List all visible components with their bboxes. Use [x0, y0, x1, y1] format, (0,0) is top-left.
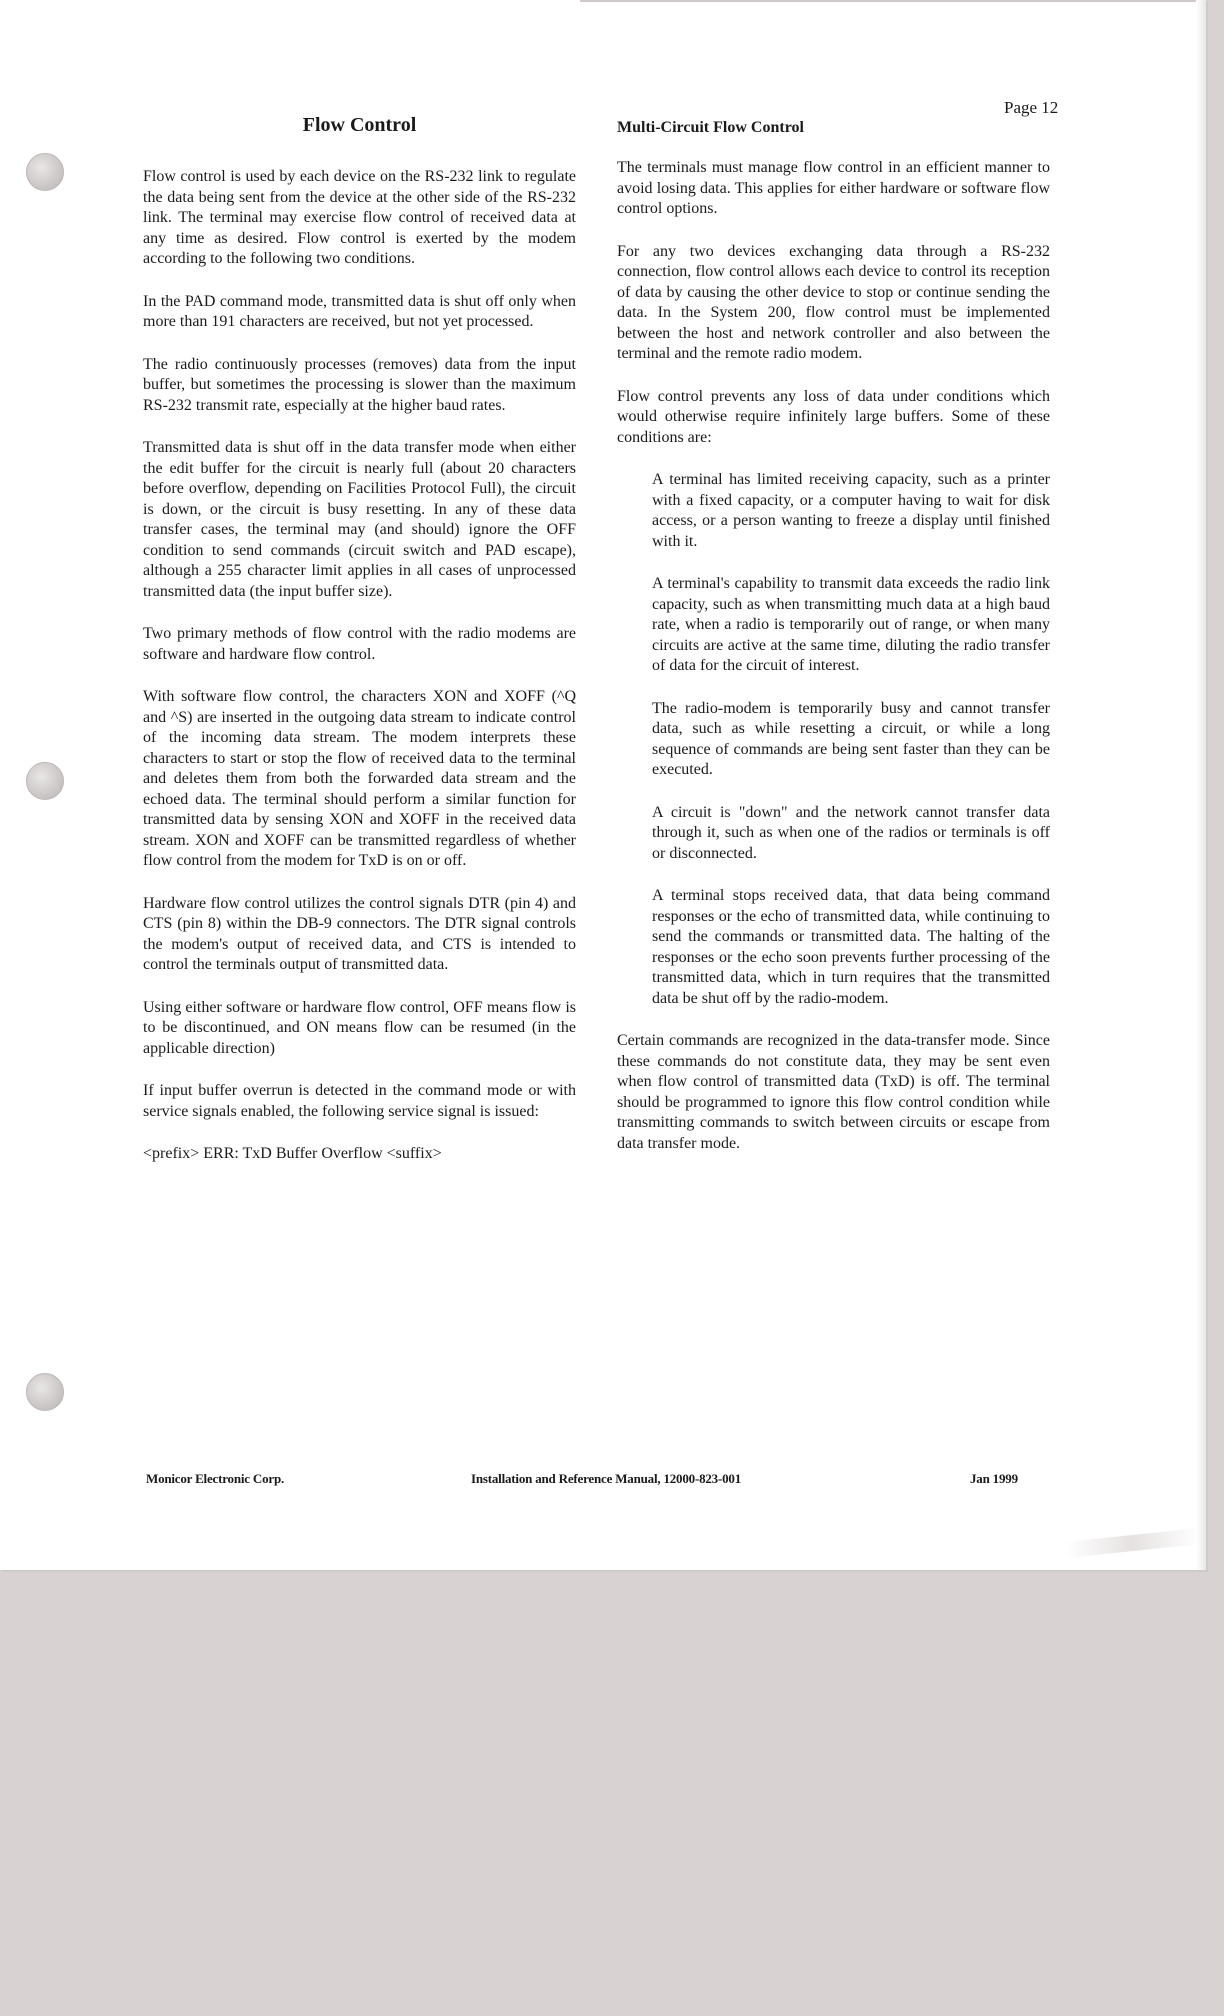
footer-manual: Installation and Reference Manual, 12000-823-001	[471, 1471, 742, 1486]
scan-smudge	[1065, 1528, 1201, 1558]
paragraph: Transmitted data is shut off in the data transfer mode when either the edit buffer for the circuit is nearly full (about 20 characters before overflow, depending on Facilities Protocol Full), the circuit is down, or the circuit is busy resetting. In any of these data transfer cases, the terminal may (and should) ignore the OFF condition to send commands (circuit switch and PAD escape), although a 255 character limit applies in all cases of unprocessed transmitted data (the input buffer size).	[143, 439, 576, 600]
paragraph: Two primary methods of flow control with the radio modems are software and hardware flow control.	[143, 625, 576, 663]
condition-item: A circuit is "down" and the network cannot transfer data through it, such as when one of the radios or terminals is off or disconnected.	[652, 803, 1050, 862]
left-column	[143, 114, 576, 1187]
footer-company: Monicor Electronic Corp.	[146, 1471, 285, 1486]
paragraph: The radio continuously processes (removes) data from the input buffer, but sometimes the processing is slower than the maximum RS-232 transmit rate, especially at the higher baud rates.	[143, 355, 576, 414]
footer-date: Jan 1999	[970, 1471, 1018, 1486]
paragraph: The terminals must manage flow control in an efficient manner to avoid losing data. This applies for either hardware or software flow control options.	[617, 159, 1050, 217]
conditions-list	[617, 470, 1050, 1009]
page-number: Page 12	[1004, 98, 1059, 117]
paragraph: With software flow control, the characters XON and XOFF (^Q and ^S) are inserted in the outgoing data stream to indicate control of the incoming data stream. The modem interprets these characters to start or stop the flow of received data to the terminal and deletes them from both the forwarded data stream and the echoed data. The terminal should perform a similar function for transmitted data by sensing XON and XOFF in the received data stream. XON and XOFF can be transmitted regardless of whether flow control from the modem for TxD is on or off.	[143, 688, 576, 869]
paragraph: Hardware flow control utilizes the control signals DTR (pin 4) and CTS (pin 8) within the DB-9 connectors. The DTR signal controls the modem's output of received data, and CTS is intended to control the terminals output of transmitted data.	[143, 894, 576, 973]
service-signal-line: <prefix> ERR: TxD Buffer Overflow <suffix>	[143, 1145, 442, 1162]
paragraph: Using either software or hardware flow control, OFF means flow is to be discontinued, and ON means flow can be resumed (in the applicable direction)	[143, 998, 576, 1057]
paragraph: If input buffer overrun is detected in the command mode or with service signals enabled, the following service signal is issued:	[143, 1082, 576, 1120]
page-edge-shadow	[1196, 0, 1206, 1570]
paragraph: Flow control is used by each device on the RS-232 link to regulate the data being sent from the device at the other side of the RS-232 link. The terminal may exercise flow control of received data at any time as desired. Flow control is exerted by the modem according to the following two conditions.	[143, 168, 576, 267]
paragraph: Certain commands are recognized in the data-transfer mode. Since these commands do not constitute data, they may be sent even when flow control of transmitted data (TxD) is off. The terminal should be programmed to ignore this flow control condition while transmitting commands to switch between circuits or escape from data transfer mode.	[617, 1032, 1050, 1152]
section-title-multi-circuit: Multi-Circuit Flow Control	[617, 119, 804, 136]
condition-item: The radio-modem is temporarily busy and cannot transfer data, such as while resetting a circuit, or while a long sequence of commands are being sent faster than they can be executed.	[652, 699, 1050, 778]
binder-hole-icon	[26, 153, 64, 191]
top-edge-line	[580, 0, 1206, 2]
section-title-flow-control: Flow Control	[302, 114, 417, 136]
paragraph: Flow control prevents any loss of data under conditions which would otherwise require infinitely large buffers. Some of these conditions are:	[617, 387, 1050, 446]
binder-hole-icon	[26, 1373, 64, 1411]
condition-item: A terminal stops received data, that data being command responses or the echo of transmitted data, while continuing to send the commands or transmitted data. The halting of the responses or the echo soon prevents further processing of the transmitted data, which in turn requires that the transmitted data be shut off by the radio-modem.	[652, 887, 1050, 1007]
paragraph: In the PAD command mode, transmitted data is shut off only when more than 191 characters are received, but not yet processed.	[143, 292, 576, 330]
condition-item: A terminal has limited receiving capacity, such as a printer with a fixed capacity, or a computer having to wait for disk access, or a person wanting to freeze a display until finished with it.	[652, 471, 1050, 550]
right-column	[617, 119, 1050, 1176]
condition-item: A terminal's capability to transmit data exceeds the radio link capacity, such as when transmitting much data at a high baud rate, when a radio is temporarily out of range, or when many circuits are active at the same time, diluting the radio transfer of data for the circuit of interest.	[652, 575, 1050, 674]
paragraph: For any two devices exchanging data through a RS-232 connection, flow control allows each device to control its reception of data by causing the other device to stop or continue sending the data. In the System 200, flow control must be implemented between the host and network controller and also between the terminal and the remote radio modem.	[617, 242, 1050, 362]
binder-hole-icon	[26, 762, 64, 800]
